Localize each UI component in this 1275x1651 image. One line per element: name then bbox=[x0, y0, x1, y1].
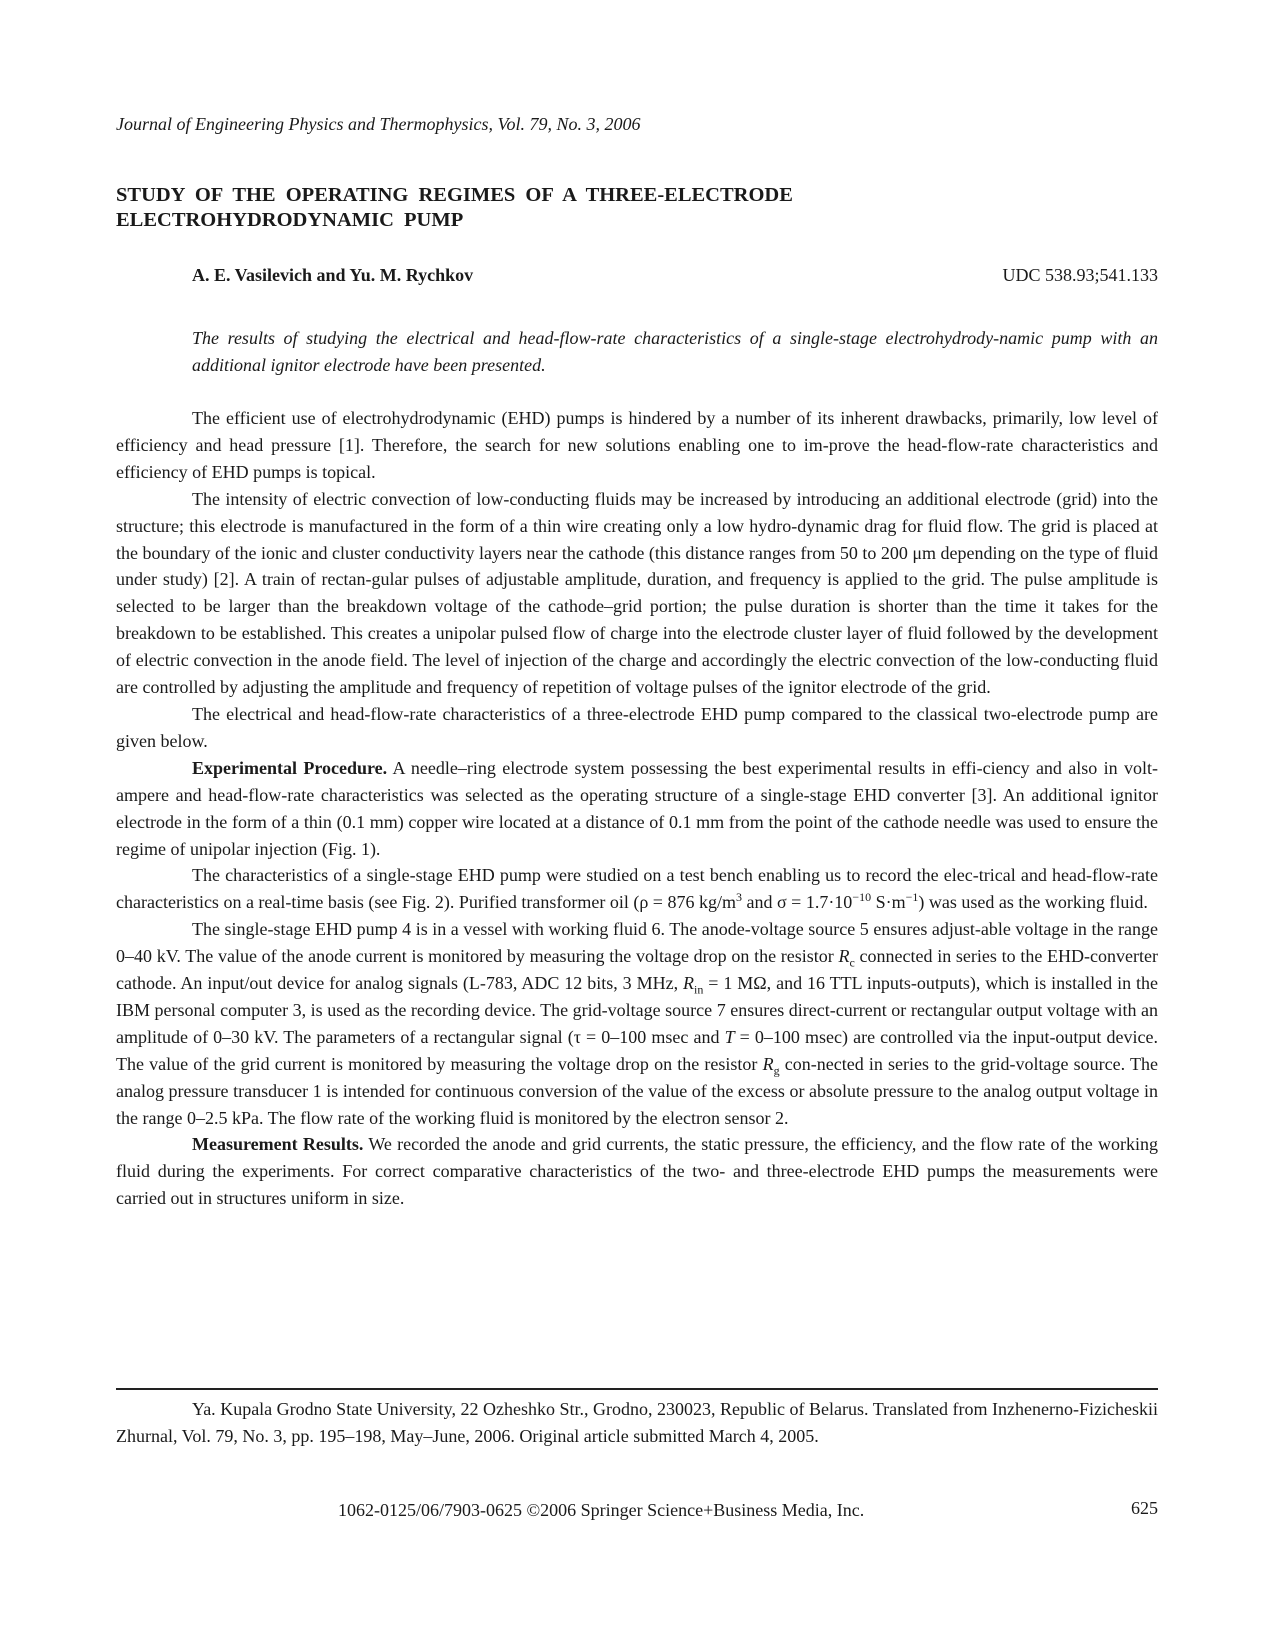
subscript: c bbox=[849, 955, 855, 970]
paragraph-6-part-d: = 0–100 msec) are controlled via the input-output device. The value of the grid current is monitored by measuring the voltage drop on the resistor bbox=[116, 1026, 1159, 1074]
subscript: g bbox=[773, 1063, 780, 1078]
page-number: 625 bbox=[1131, 1498, 1158, 1518]
paragraph-5-part-a: The characteristics of a single-stage EHD pump were studied on a test bench enabling us to record the elec-trical and head-flow-rate characteristics on a real-time basis (see Fig. 2). Purified transformer oil (ρ = 876 kg/m bbox=[116, 865, 1158, 913]
paragraph-6-part-e: con-nected in series to the grid-voltage source. The analog pressure transducer 1 is intended for continuous conversion of the value of the excess or absolute pressure to the analog output voltage in the range 0–2.5 kPa. The flow rate of the working fluid is monitored by the electron sensor 2. bbox=[116, 1053, 1158, 1128]
paragraph-4 bbox=[116, 755, 1158, 863]
authors: A. E. Vasilevich and Yu. M. Rychkov bbox=[192, 265, 474, 285]
superscript: −1 bbox=[905, 890, 919, 905]
variable: R bbox=[762, 1053, 774, 1074]
section-heading-experimental-procedure: Experimental Procedure. bbox=[192, 757, 388, 778]
subscript: in bbox=[694, 982, 704, 997]
paragraph-6-part-b: connected in series to the EHD-converter cathode. An input/out device for analog signals (L-783, ADC 12 bits, 3 MHz, bbox=[116, 946, 1158, 994]
copyright-line: 1062-0125/06/7903-0625 ©2006 Springer Science+Business Media, Inc. bbox=[338, 1500, 865, 1520]
paragraph-5-part-c: S·m bbox=[871, 892, 906, 913]
variable: R bbox=[683, 973, 694, 994]
paragraph-5 bbox=[116, 862, 1158, 916]
paragraph-7 bbox=[116, 1131, 1158, 1212]
title-line-2: ELECTROHYDRODYNAMIC PUMP bbox=[116, 209, 464, 231]
paragraph-7-text: We recorded the anode and grid currents, the static pressure, the efficiency, and the flow rate of the working fluid during the experiments. For correct comparative characteristics of the two- and three-electrode EHD pumps the measurements were carried out in structures uniform in size. bbox=[116, 1134, 1158, 1209]
paragraph-6-part-c: = 1 MΩ, and 16 TTL inputs-outputs), which is installed in the IBM personal computer 3, is used as the recording device. The grid-voltage source 7 ensures direct-current or rectangular output voltage with an amplitude of 0–30 kV. The parameters of a rectangular signal (τ = 0–100 msec and bbox=[116, 973, 1158, 1047]
paragraph-4-text: A needle–ring electrode system possessing the best experimental results in effi-ciency and also in volt-ampere and head-flow-rate characteristics was selected as the operating structure of a single-stage EHD converter [3]. An additional ignitor electrode in the form of a thin (0.1 mm) copper wire located at a distance of 0.1 mm from the point of the cathode needle was used to ensure the regime of unipolar injection (Fig. 1). bbox=[116, 757, 1158, 859]
section-heading-measurement-results: Measurement Results. bbox=[192, 1134, 364, 1155]
title-line-1: STUDY OF THE OPERATING REGIMES OF A THREE-ELECTRODE bbox=[116, 184, 793, 206]
paragraph-3: The electrical and head-flow-rate characteristics of a three-electrode EHD pump compared to the classical two-electrode pump are given below. bbox=[116, 703, 1158, 751]
journal-citation: Journal of Engineering Physics and Thermophysics, Vol. 79, No. 3, 2006 bbox=[116, 114, 641, 134]
variable: R bbox=[838, 946, 850, 967]
article-title bbox=[116, 183, 1156, 233]
affiliation-footnote: Ya. Kupala Grodno State University, 22 Ozheshko Str., Grodno, 230023, Republic of Belarus. Translated from Inzhenerno-Fizicheskii Zhurnal, Vol. 79, No. 3, pp. 195–198, May–June, 2006. Original article submitted March 4, 2005. bbox=[116, 1399, 1158, 1446]
superscript: 3 bbox=[735, 890, 742, 905]
paragraph-2: The intensity of electric convection of low-conducting fluids may be increased by introducing an additional electrode (grid) into the structure; this electrode is manufactured in the form of a thin wire creating only a low hydro-dynamic drag for fluid flow. The grid is placed at the boundary of the ionic and cluster conductivity layers near the cathode (this distance ranges from 50 to 200 μm depending on the type of fluid under study) [2]. A train of rectan-gular pulses of adjustable amplitude, duration, and frequency is applied to the grid. The pulse amplitude is selected to be larger than the breakdown voltage of the cathode–grid portion; the pulse duration is shorter than the time it takes for the breakdown to be established. This creates a unipolar pulsed flow of charge into the electrode cluster layer of fluid followed by the development of electric convection in the anode field. The level of injection of the charge and accordingly the electric convection of the low-conducting fluid are controlled by adjusting the amplitude and frequency of repetition of voltage pulses of the ignitor electrode of the grid. bbox=[116, 488, 1158, 698]
udc-code: UDC 538.93;541.133 bbox=[1002, 265, 1158, 285]
variable: T bbox=[724, 1026, 735, 1047]
paragraph-5-part-b: and σ = 1.7·10 bbox=[741, 892, 853, 913]
superscript: −10 bbox=[852, 890, 872, 905]
paragraph-5-part-d: ) was used as the working fluid. bbox=[918, 892, 1148, 913]
article-body bbox=[116, 405, 1158, 1212]
paragraph-6-part-a: The single-stage EHD pump 4 is in a vessel with working fluid 6. The anode-voltage source 5 ensures adjust-able voltage in the range 0–40 kV. The value of the anode current is monitored by measuring the voltage drop on the resistor bbox=[116, 919, 1158, 967]
footnote-divider bbox=[116, 1388, 1158, 1390]
abstract: The results of studying the electrical and head-flow-rate characteristics of a single-stage electrohydrody-namic pump with an additional ignitor electrode have been presented. bbox=[192, 328, 1158, 375]
paragraph-6 bbox=[116, 916, 1158, 1131]
paragraph-1: The efficient use of electrohydrodynamic (EHD) pumps is hindered by a number of its inherent drawbacks, primarily, low level of efficiency and head pressure [1]. Therefore, the search for new solutions enabling one to im-prove the head-flow-rate characteristics and efficiency of EHD pumps is topical. bbox=[116, 408, 1158, 482]
